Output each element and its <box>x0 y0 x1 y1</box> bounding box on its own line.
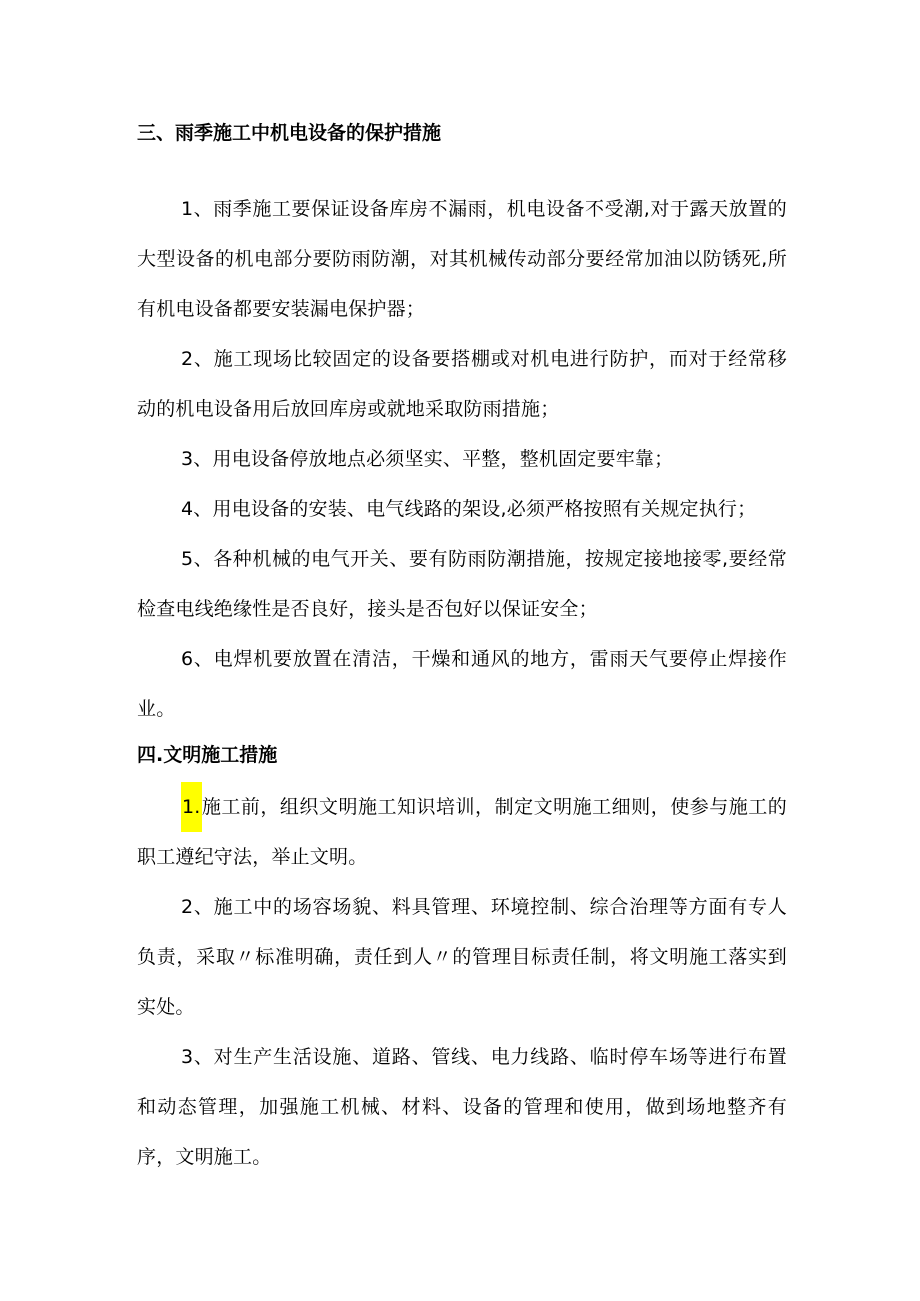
section-3-item-1: 1、雨季施工要保证设备库房不漏雨，机电设备不受潮,对于露天放置的大型设备的机电部分要防雨防潮，对其机械传动部分要经常加油以防锈死,所有机电设备都要安装漏电保护器； <box>137 198 787 320</box>
section-4-item-1 <box>137 782 787 882</box>
section-4-item-1-text: 施工前，组织文明施工知识培训，制定文明施工细则，使参与施工的职工遵纪守法，举止文明。 <box>137 796 787 868</box>
highlighted-item-number: 1. <box>181 782 202 832</box>
document-content <box>137 118 787 1182</box>
section-3-item-6: 6、电焊机要放置在清洁，干燥和通风的地方，雷雨天气要停止焊接作业。 <box>137 648 787 720</box>
section-4-item-3: 3、对生产生活设施、道路、管线、电力线路、临时停车场等进行布置和动态管理，加强施工机械、材料、设备的管理和使用，做到场地整齐有序，文明施工。 <box>137 1046 787 1168</box>
section-3-heading: 三、雨季施工中机电设备的保护措施 <box>137 122 442 144</box>
section-3-item-2: 2、施工现场比较固定的设备要搭棚或对机电进行防护，而对于经常移动的机电设备用后放回库房或就地采取防雨措施； <box>137 348 787 420</box>
section-3-item-3: 3、用电设备停放地点必须坚实、平整，整机固定要牢靠； <box>181 448 674 470</box>
section-4-heading: 四.文明施工措施 <box>137 744 278 766</box>
section-3-item-4: 4、用电设备的安装、电气线路的架设,必须严格按照有关规定执行； <box>181 498 757 520</box>
section-3-item-5: 5、各种机械的电气开关、要有防雨防潮措施，按规定接地接零,要经常检查电线绝缘性是否良好，接头是否包好以保证安全； <box>137 548 787 620</box>
section-4-item-2: 2、施工中的场容场貌、料具管理、环境控制、综合治理等方面有专人负责，采取〃标准明确，责任到人〃的管理目标责任制，将文明施工落实到实处。 <box>137 896 787 1018</box>
